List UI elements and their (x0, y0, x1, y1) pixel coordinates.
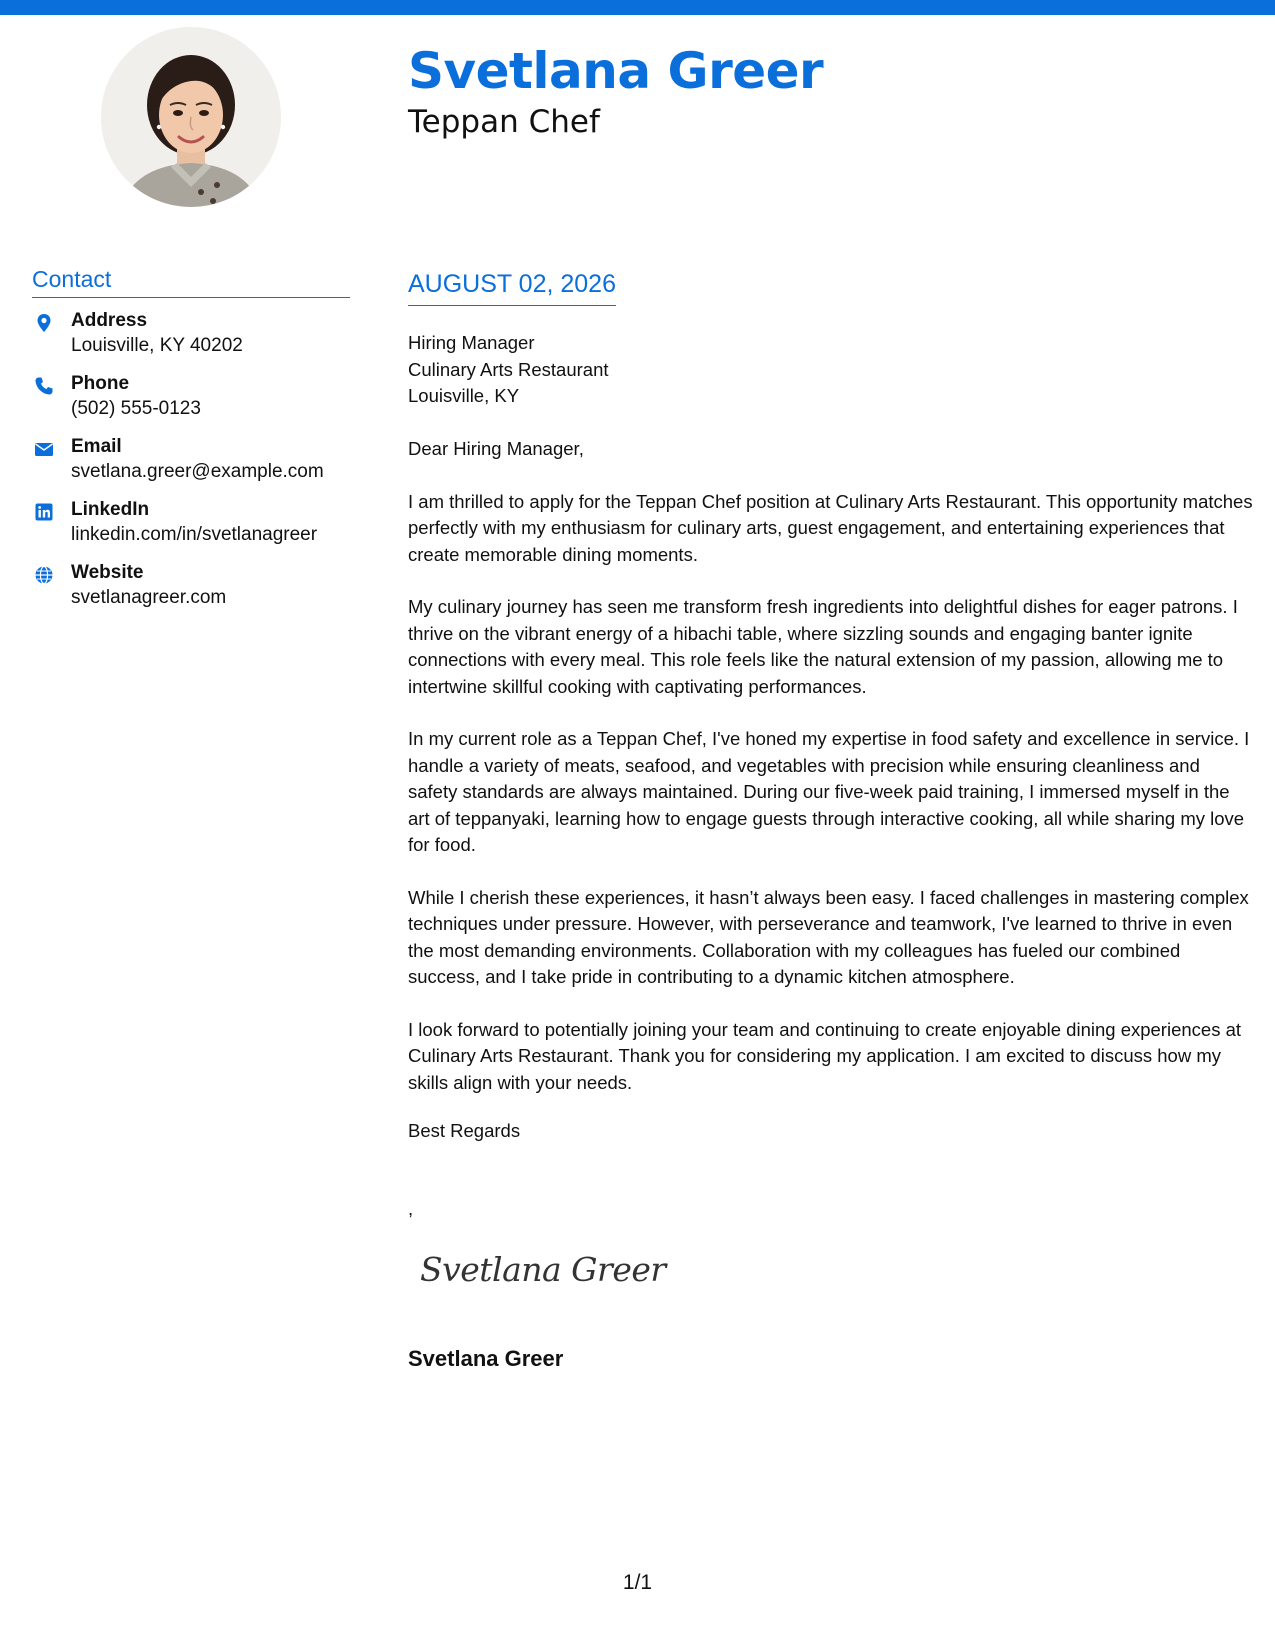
contact-label: Phone (71, 373, 130, 394)
contact-item-linkedin (32, 499, 362, 562)
job-title: Teppan Chef (408, 104, 600, 140)
recipient-line: Culinary Arts Restaurant (408, 358, 609, 380)
contact-label: Email (71, 436, 122, 457)
letter-paragraph: I am thrilled to apply for the Teppan Chef position at Culinary Arts Restaurant. This opportunity matches perfectly with my enthusiasm for culinary arts, guest engagement, and entertaining experiences that create memorable dining moments. (408, 490, 1253, 565)
contact-item-email (32, 436, 362, 499)
website-link[interactable]: svetlanagreer.com (71, 587, 227, 608)
letter-paragraph: My culinary journey has seen me transform fresh ingredients into delightful dishes for eager patrons. I thrive on the vibrant energy of a hibachi table, where sizzling sounds and engaging banter ignite connections with every meal. This role feels like the natural extension of my passion, allowing me to intertwine skillful cooking with captivating performances. (408, 596, 1238, 697)
contact-value: (502) 555-0123 (71, 398, 201, 419)
phone-icon (34, 376, 54, 396)
handwritten-signature: Svetlana Greer (420, 1250, 666, 1289)
profile-photo (101, 27, 281, 207)
closing-comma: , (408, 1198, 414, 1219)
contact-heading: Contact (32, 266, 350, 298)
letter-body (408, 436, 1254, 1122)
email-link[interactable]: svetlana.greer@example.com (71, 461, 324, 482)
letter-paragraph: While I cherish these experiences, it hasn’t always been easy. I faced challenges in mastering complex techniques under pressure. However, with perseverance and teamwork, I've learned to thrive in even the most demanding environments. Collaboration with my colleagues has fueled our combined success, and I take pride in contributing to a dynamic kitchen atmosphere. (408, 886, 1249, 987)
location-pin-icon (34, 313, 54, 333)
linkedin-icon (34, 502, 54, 522)
letter-paragraph: I look forward to potentially joining your team and continuing to create enjoyable dining experiences at Culinary Arts Restaurant. Thank you for considering my application. I am excited to discuss how my skills align with your needs. (408, 1018, 1242, 1093)
salutation: Dear Hiring Manager, (408, 438, 584, 459)
signer-name: Svetlana Greer (408, 1346, 564, 1371)
contact-item-address (32, 310, 362, 373)
recipient-line: Hiring Manager (408, 332, 535, 353)
contact-item-phone (32, 373, 362, 436)
recipient-block (408, 330, 609, 410)
envelope-icon (34, 439, 54, 459)
contact-label: LinkedIn (71, 499, 150, 520)
contact-label: Website (71, 562, 144, 583)
contact-item-website (32, 562, 362, 625)
recipient-line: Louisville, KY (408, 385, 520, 406)
contact-value: Louisville, KY 40202 (71, 335, 243, 356)
letter-date: AUGUST 02, 2026 (408, 270, 616, 306)
globe-icon (34, 565, 54, 585)
linkedin-link[interactable]: linkedin.com/in/svetlanagreer (71, 524, 318, 545)
page-number: 1/1 (622, 1571, 653, 1594)
top-accent-bar (0, 0, 1275, 15)
letter-paragraph: In my current role as a Teppan Chef, I've honed my expertise in food safety and excellence in service. I handle a variety of meats, seafood, and vegetables with precision while ensuring cleanliness and safety standards are always maintained. During our five-week paid training, I immersed myself in the art of teppanyaki, learning how to engage guests through interactive cooking, all while sharing my love for food. (408, 728, 1250, 855)
candidate-name: Svetlana Greer (408, 42, 824, 100)
contact-label: Address (71, 310, 148, 331)
closing: Best Regards (408, 1120, 521, 1141)
contact-list (32, 310, 362, 625)
